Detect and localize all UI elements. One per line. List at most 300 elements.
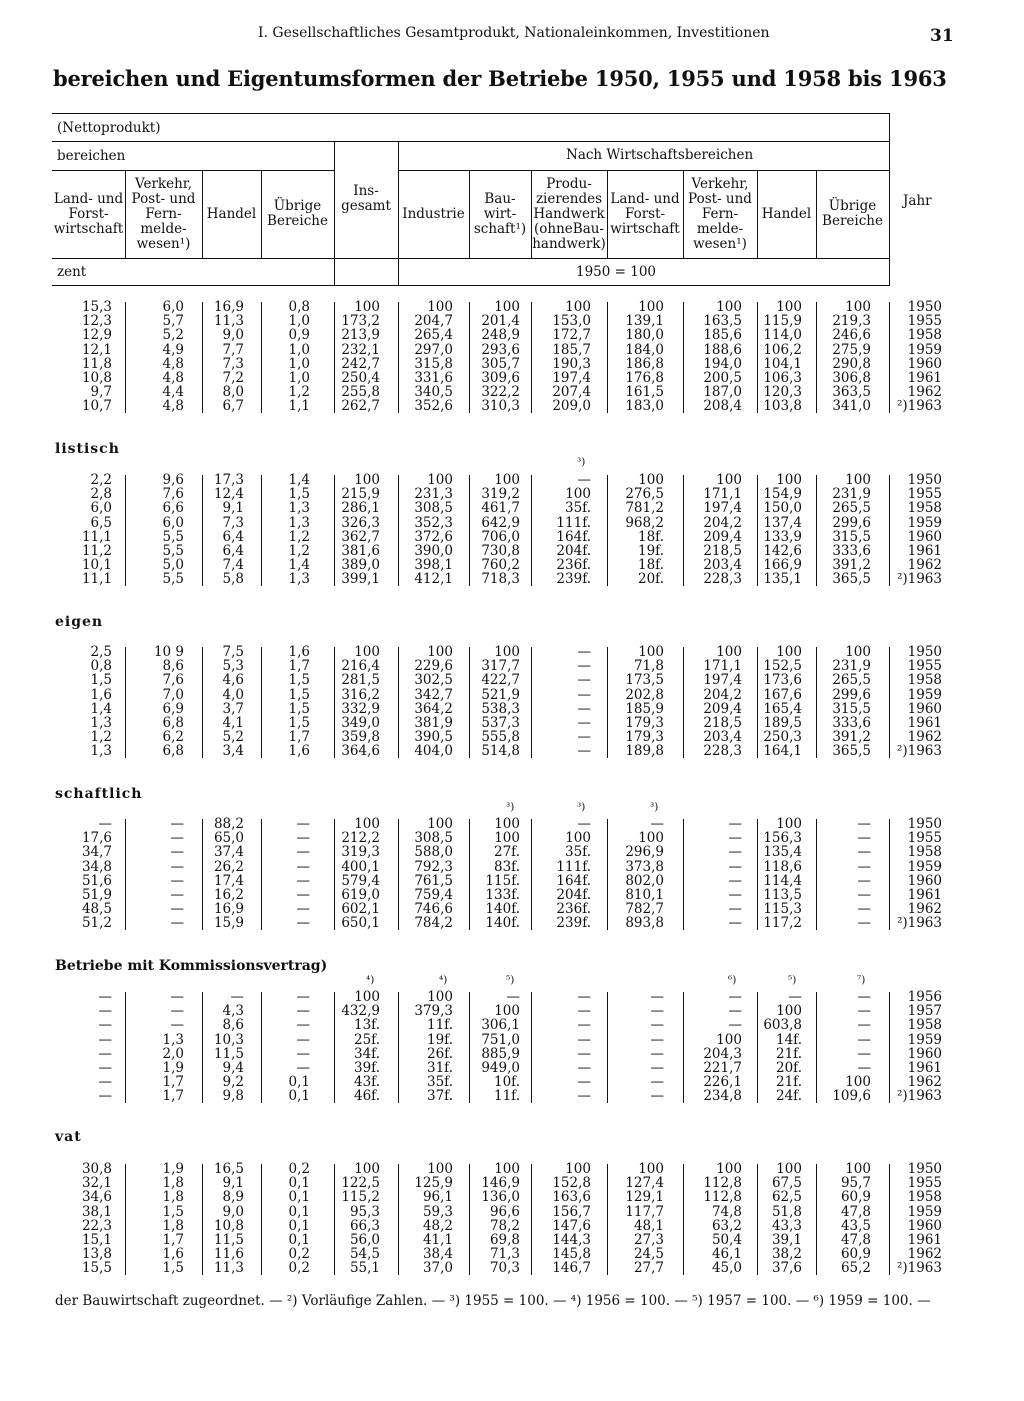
table-cell: 4,6 xyxy=(222,672,244,689)
table-cell: 422,7 xyxy=(481,672,520,689)
table-cell: 0,1 xyxy=(288,1074,310,1091)
table-cell: 6,2 xyxy=(162,729,184,746)
section-label: vat xyxy=(55,1129,82,1145)
table-cell: 1,0 xyxy=(288,313,310,330)
table-cell: 297,0 xyxy=(414,341,453,358)
table-cell: 299,6 xyxy=(832,686,871,703)
table-cell: 204,2 xyxy=(703,686,742,703)
table-cell: 37,0 xyxy=(422,1260,453,1277)
table-cell: 802,0 xyxy=(625,872,664,889)
table-cell: 226,1 xyxy=(703,1074,742,1091)
table-cell: 100 xyxy=(776,816,802,832)
table-cell: 100 xyxy=(354,472,380,488)
table-cell: 173,6 xyxy=(763,672,802,689)
table-cell: 117,2 xyxy=(763,915,802,932)
table-cell: 120,3 xyxy=(763,384,802,401)
table-cell: — xyxy=(170,816,184,832)
table-cell: 100 xyxy=(354,299,380,315)
table-cell: 15,5 xyxy=(81,1260,112,1277)
table-cell: 166,9 xyxy=(763,557,802,574)
table-cell: — xyxy=(650,1003,664,1020)
table-cell: 65,2 xyxy=(840,1260,871,1277)
year-cell: 1950 xyxy=(907,472,942,488)
table-cell: 74,8 xyxy=(711,1203,742,1220)
table-cell: 231,3 xyxy=(414,486,453,503)
table-cell: 359,8 xyxy=(341,729,380,746)
table-cell: 10 9 xyxy=(153,644,184,660)
year-cell: 1960 xyxy=(907,355,942,372)
table-cell: 100 xyxy=(845,644,871,660)
table-cell: 16,9 xyxy=(213,901,244,918)
table-cell: 135,4 xyxy=(763,844,802,861)
table-cell: 1,2 xyxy=(288,543,310,559)
year-cell: ²)1963 xyxy=(896,743,942,760)
table-cell: 27f. xyxy=(494,844,520,861)
table-cell: — xyxy=(577,1045,591,1062)
table-cell: 56,0 xyxy=(349,1232,380,1248)
column-footnote-marker: ³) xyxy=(650,801,659,813)
table-cell: 114,4 xyxy=(763,872,802,889)
table-cell: 66,3 xyxy=(349,1217,380,1234)
table-cell: — xyxy=(296,887,310,903)
table-cell: 189,5 xyxy=(763,715,802,731)
table-cell: — xyxy=(296,915,310,932)
table-cell: 315,5 xyxy=(832,528,871,545)
table-cell: 47,8 xyxy=(840,1203,871,1220)
table-cell: 133f. xyxy=(485,887,520,903)
table-cell: 113,5 xyxy=(763,887,802,903)
table-cell: 69,8 xyxy=(489,1232,520,1248)
year-cell: 1960 xyxy=(907,872,942,889)
table-cell: 619,0 xyxy=(341,887,380,903)
table-cell: 215,9 xyxy=(341,486,380,503)
table-cell: 404,0 xyxy=(414,743,453,760)
table-cell: 100 xyxy=(494,644,520,660)
year-cell: 1961 xyxy=(907,1232,942,1248)
year-cell: 1959 xyxy=(907,1203,942,1220)
table-cell: 9,8 xyxy=(222,1088,244,1105)
table-cell: 55,1 xyxy=(349,1260,380,1277)
table-cell: 11,3 xyxy=(213,1260,244,1277)
table-cell: 147,6 xyxy=(552,1217,591,1234)
table-cell: 11,8 xyxy=(81,355,112,372)
table-cell: 6,6 xyxy=(162,500,184,517)
table-cell: 17,4 xyxy=(213,872,244,889)
table-cell: 173,2 xyxy=(341,313,380,330)
table-cell: 642,9 xyxy=(481,514,520,531)
table-cell: 305,7 xyxy=(481,355,520,372)
table-cell: — xyxy=(296,1017,310,1034)
table-cell: 9,6 xyxy=(162,472,184,488)
table-cell: 0,1 xyxy=(288,1088,310,1105)
table-cell: 100 xyxy=(776,1161,802,1177)
table-cell: 650,1 xyxy=(341,915,380,932)
table-cell: 398,1 xyxy=(414,557,453,574)
table-cell: 179,3 xyxy=(625,715,664,731)
table-cell: — xyxy=(296,1003,310,1020)
table-cell: 333,6 xyxy=(832,543,871,559)
table-cell: 0,2 xyxy=(288,1246,310,1263)
table-cell: 51,8 xyxy=(771,1203,802,1220)
table-cell: — xyxy=(577,729,591,746)
year-cell: 1962 xyxy=(907,729,942,746)
table-cell: 17,3 xyxy=(213,472,244,488)
table-cell: 349,0 xyxy=(341,715,380,731)
table-cell: 365,5 xyxy=(832,571,871,588)
table-cell: 34,6 xyxy=(81,1189,112,1206)
table-cell: 810,1 xyxy=(625,887,664,903)
year-cell: 1961 xyxy=(907,543,942,559)
table-cell: 10,1 xyxy=(81,557,112,574)
table-cell: 127,4 xyxy=(625,1175,664,1192)
table-cell: 27,3 xyxy=(633,1232,664,1248)
table-cell: 352,6 xyxy=(414,398,453,415)
table-cell: — xyxy=(296,858,310,875)
table-cell: 1,9 xyxy=(162,1060,184,1076)
table-cell: 5,2 xyxy=(162,327,184,344)
table-cell: 19f. xyxy=(638,543,664,559)
table-cell: 250,3 xyxy=(763,729,802,746)
table-cell: 315,5 xyxy=(832,700,871,717)
table-cell: 208,4 xyxy=(703,398,742,415)
table-cell: 26,2 xyxy=(213,858,244,875)
table-cell: — xyxy=(857,915,871,932)
table-cell: — xyxy=(650,989,664,1005)
table-cell: 1,5 xyxy=(288,715,310,731)
table-cell: 379,3 xyxy=(414,1003,453,1020)
table-cell: 1,5 xyxy=(90,672,112,689)
table-cell: 308,5 xyxy=(414,830,453,847)
column-header: Übrige Bereiche xyxy=(822,198,883,229)
table-cell: 209,0 xyxy=(552,398,591,415)
table-cell: 136,0 xyxy=(481,1189,520,1206)
table-cell: — xyxy=(857,830,871,847)
table-cell: 63,2 xyxy=(711,1217,742,1234)
table-cell: 35f. xyxy=(427,1074,453,1091)
table-cell: 18f. xyxy=(638,528,664,545)
table-cell: 9,2 xyxy=(222,1074,244,1091)
table-cell: 4,1 xyxy=(222,715,244,731)
table-cell: 1,6 xyxy=(288,644,310,660)
table-cell: 142,6 xyxy=(763,543,802,559)
table-cell: 7,6 xyxy=(162,486,184,503)
table-cell: 7,2 xyxy=(222,370,244,386)
table-cell: — xyxy=(728,816,742,832)
year-cell: 1957 xyxy=(907,1003,942,1020)
table-cell: 293,6 xyxy=(481,341,520,358)
year-cell: 1960 xyxy=(907,528,942,545)
table-cell: 111f. xyxy=(556,514,591,531)
column-footnote-marker: ⁷) xyxy=(857,974,866,986)
table-cell: 1,0 xyxy=(288,370,310,386)
table-cell: — xyxy=(650,1031,664,1048)
table-cell: — xyxy=(296,901,310,918)
table-cell: 197,4 xyxy=(703,672,742,689)
table-cell: — xyxy=(170,1017,184,1034)
table-cell: 381,9 xyxy=(414,715,453,731)
table-cell: 122,5 xyxy=(341,1175,380,1192)
table-cell: 4,3 xyxy=(222,1003,244,1020)
table-cell: 299,6 xyxy=(832,514,871,531)
column-footnote-marker: ⁶) xyxy=(728,974,737,986)
table-cell: 9,0 xyxy=(222,327,244,344)
column-footnote-marker: ⁴) xyxy=(366,974,375,986)
table-cell: 115f. xyxy=(485,872,520,889)
table-cell: 1,3 xyxy=(162,1031,184,1048)
column-header: Handel xyxy=(761,205,812,222)
table-cell: — xyxy=(170,872,184,889)
table-cell: — xyxy=(857,844,871,861)
table-cell: 197,4 xyxy=(552,370,591,386)
table-cell: — xyxy=(98,1060,112,1076)
table-cell: 759,4 xyxy=(414,887,453,903)
table-cell: 37f. xyxy=(427,1088,453,1105)
table-cell: — xyxy=(98,816,112,832)
table-cell: 602,1 xyxy=(341,901,380,918)
year-cell: 1962 xyxy=(907,1074,942,1091)
table-cell: 156,3 xyxy=(763,830,802,847)
table-cell: 100 xyxy=(845,1161,871,1177)
table-cell: 9,4 xyxy=(222,1060,244,1076)
table-cell: 12,3 xyxy=(81,313,112,330)
table-cell: 1,3 xyxy=(90,715,112,731)
table-cell: 1,5 xyxy=(288,486,310,503)
table-cell: — xyxy=(170,844,184,861)
table-cell: 781,2 xyxy=(625,500,664,517)
table-cell: — xyxy=(170,915,184,932)
table-cell: 100 xyxy=(845,299,871,315)
table-cell: 5,7 xyxy=(162,313,184,330)
table-cell: 0,9 xyxy=(288,327,310,344)
table-cell: 51,2 xyxy=(81,915,112,932)
table-cell: 11,2 xyxy=(81,543,112,559)
table-cell: 13,8 xyxy=(81,1246,112,1263)
table-cell: — xyxy=(728,844,742,861)
table-cell: 317,7 xyxy=(481,658,520,675)
table-cell: 100 xyxy=(716,1161,742,1177)
table-cell: 286,1 xyxy=(341,500,380,517)
year-cell: 1962 xyxy=(907,901,942,918)
table-cell: — xyxy=(857,1060,871,1076)
table-cell: 180,0 xyxy=(625,327,664,344)
table-cell: 399,1 xyxy=(341,571,380,588)
table-cell: 365,5 xyxy=(832,743,871,760)
table-cell: — xyxy=(728,872,742,889)
table-cell: 153,0 xyxy=(552,313,591,330)
table-cell: 296,9 xyxy=(625,844,664,861)
table-cell: 95,7 xyxy=(840,1175,871,1192)
table-cell: 39,1 xyxy=(771,1232,802,1248)
table-cell: 15,1 xyxy=(81,1232,112,1248)
table-cell: 1,3 xyxy=(90,743,112,760)
table-cell: 100 xyxy=(427,299,453,315)
table-cell: 4,0 xyxy=(222,686,244,703)
table-cell: 1,6 xyxy=(162,1246,184,1263)
table-cell: 100 xyxy=(716,299,742,315)
table-cell: 319,2 xyxy=(481,486,520,503)
column-footnote-marker: ³) xyxy=(577,456,586,468)
table-cell: 792,3 xyxy=(414,858,453,875)
year-cell: 1962 xyxy=(907,1246,942,1263)
table-cell: 209,4 xyxy=(703,528,742,545)
table-cell: — xyxy=(98,1074,112,1091)
table-cell: 35f. xyxy=(565,500,591,517)
table-cell: 10f. xyxy=(494,1074,520,1091)
rule-4 xyxy=(52,258,890,259)
table-cell: 100 xyxy=(354,989,380,1005)
table-cell: 276,5 xyxy=(625,486,664,503)
table-cell: 341,0 xyxy=(832,398,871,415)
table-cell: 364,6 xyxy=(341,743,380,760)
table-cell: — xyxy=(857,887,871,903)
table-cell: 156,7 xyxy=(552,1203,591,1220)
table-cell: — xyxy=(577,700,591,717)
table-cell: 15,9 xyxy=(213,915,244,932)
table-cell: 24,5 xyxy=(633,1246,664,1263)
table-cell: 5,5 xyxy=(162,528,184,545)
table-cell: 187,0 xyxy=(703,384,742,401)
table-cell: 100 xyxy=(494,472,520,488)
table-cell: 59,3 xyxy=(422,1203,453,1220)
column-footnote-marker: ³) xyxy=(506,801,515,813)
table-cell: 100 xyxy=(716,1031,742,1048)
table-cell: — xyxy=(728,915,742,932)
table-cell: 71,8 xyxy=(633,658,664,675)
table-cell: 165,4 xyxy=(763,700,802,717)
table-cell: 200,5 xyxy=(703,370,742,386)
table-cell: 255,8 xyxy=(341,384,380,401)
rule-top xyxy=(52,113,890,114)
table-cell: 48,2 xyxy=(422,1217,453,1234)
table-cell: 161,5 xyxy=(625,384,664,401)
year-cell: 1959 xyxy=(907,341,942,358)
table-cell: 34,8 xyxy=(81,858,112,875)
table-cell: 100 xyxy=(565,299,591,315)
table-cell: 41,1 xyxy=(422,1232,453,1248)
table-cell: 11,5 xyxy=(213,1232,244,1248)
table-cell: 115,9 xyxy=(763,313,802,330)
table-cell: — xyxy=(577,989,591,1005)
table-cell: 109,6 xyxy=(832,1088,871,1105)
table-cell: — xyxy=(577,672,591,689)
table-cell: 760,2 xyxy=(481,557,520,574)
table-cell: 4,8 xyxy=(162,370,184,386)
table-cell: 10,8 xyxy=(213,1217,244,1234)
table-cell: — xyxy=(98,1045,112,1062)
table-cell: 43,3 xyxy=(771,1217,802,1234)
table-cell: 730,8 xyxy=(481,543,520,559)
table-cell: 4,8 xyxy=(162,398,184,415)
table-cell: 35f. xyxy=(565,844,591,861)
table-cell: — xyxy=(98,1088,112,1105)
table-cell: 1,8 xyxy=(162,1217,184,1234)
table-cell: 31f. xyxy=(427,1060,453,1076)
table-cell: 588,0 xyxy=(414,844,453,861)
table-cell: 3,4 xyxy=(222,743,244,760)
table-cell: 140f. xyxy=(485,901,520,918)
table-cell: 2,8 xyxy=(90,486,112,503)
table-cell: — xyxy=(296,1045,310,1062)
table-cell: 239f. xyxy=(556,571,591,588)
table-cell: 412,1 xyxy=(414,571,453,588)
table-cell: 6,8 xyxy=(162,715,184,731)
table-cell: 22,3 xyxy=(81,1217,112,1234)
table-cell: 115,3 xyxy=(763,901,802,918)
table-cell: — xyxy=(296,1060,310,1076)
table-cell: 203,4 xyxy=(703,729,742,746)
table-cell: 364,2 xyxy=(414,700,453,717)
table-cell: 106,2 xyxy=(763,341,802,358)
year-cell: 1950 xyxy=(907,644,942,660)
table-cell: 1,2 xyxy=(288,528,310,545)
table-cell: 7,3 xyxy=(222,514,244,531)
table-cell: 5,5 xyxy=(162,571,184,588)
table-cell: 2,0 xyxy=(162,1045,184,1062)
year-cell: 1958 xyxy=(907,1017,942,1034)
table-cell: 390,5 xyxy=(414,729,453,746)
table-cell: 100 xyxy=(565,830,591,847)
table-cell: 71,3 xyxy=(489,1246,520,1263)
table-cell: 163,5 xyxy=(703,313,742,330)
table-cell: — xyxy=(857,901,871,918)
table-cell: 389,0 xyxy=(341,557,380,574)
table-cell: 100 xyxy=(638,472,664,488)
table-cell: — xyxy=(296,872,310,889)
table-cell: 310,3 xyxy=(481,398,520,415)
table-cell: 1,3 xyxy=(288,514,310,531)
year-cell: 1955 xyxy=(907,313,942,330)
year-cell: 1958 xyxy=(907,844,942,861)
table-cell: 54,5 xyxy=(349,1246,380,1263)
table-cell: 100 xyxy=(638,830,664,847)
table-cell: — xyxy=(577,644,591,660)
table-cell: 12,4 xyxy=(213,486,244,503)
table-cell: 100 xyxy=(354,1161,380,1177)
rule-2 xyxy=(52,141,890,142)
table-cell: 706,0 xyxy=(481,528,520,545)
table-cell: 96,6 xyxy=(489,1203,520,1220)
table-cell: 60,9 xyxy=(840,1246,871,1263)
year-cell: 1960 xyxy=(907,1217,942,1234)
table-cell: 8,6 xyxy=(162,658,184,675)
column-header: Industrie xyxy=(402,205,465,222)
table-cell: 603,8 xyxy=(763,1017,802,1034)
table-cell: 1,5 xyxy=(288,672,310,689)
table-cell: 88,2 xyxy=(213,816,244,832)
table-cell: 43,5 xyxy=(840,1217,871,1234)
table-cell: 265,5 xyxy=(832,672,871,689)
table-cell: 145,8 xyxy=(552,1246,591,1263)
table-cell: 70,3 xyxy=(489,1260,520,1277)
table-cell: 15,3 xyxy=(81,299,112,315)
column-footnote-marker: ⁵) xyxy=(506,974,515,986)
table-cell: 1,7 xyxy=(288,658,310,675)
table-cell: 246,6 xyxy=(832,327,871,344)
year-cell: 1955 xyxy=(907,486,942,503)
table-cell: 100 xyxy=(494,299,520,315)
table-cell: 100 xyxy=(845,1074,871,1091)
table-cell: 100 xyxy=(638,644,664,660)
table-cell: 186,8 xyxy=(625,355,664,372)
table-cell: 5,5 xyxy=(162,543,184,559)
section-label: Betriebe mit Kommissionsvertrag) xyxy=(55,958,328,974)
year-cell: 1958 xyxy=(907,1189,942,1206)
table-cell: 242,7 xyxy=(341,355,380,372)
table-cell: 13f. xyxy=(354,1017,380,1034)
table-cell: 197,4 xyxy=(703,500,742,517)
table-cell: 137,4 xyxy=(763,514,802,531)
table-cell: 146,9 xyxy=(481,1175,520,1192)
